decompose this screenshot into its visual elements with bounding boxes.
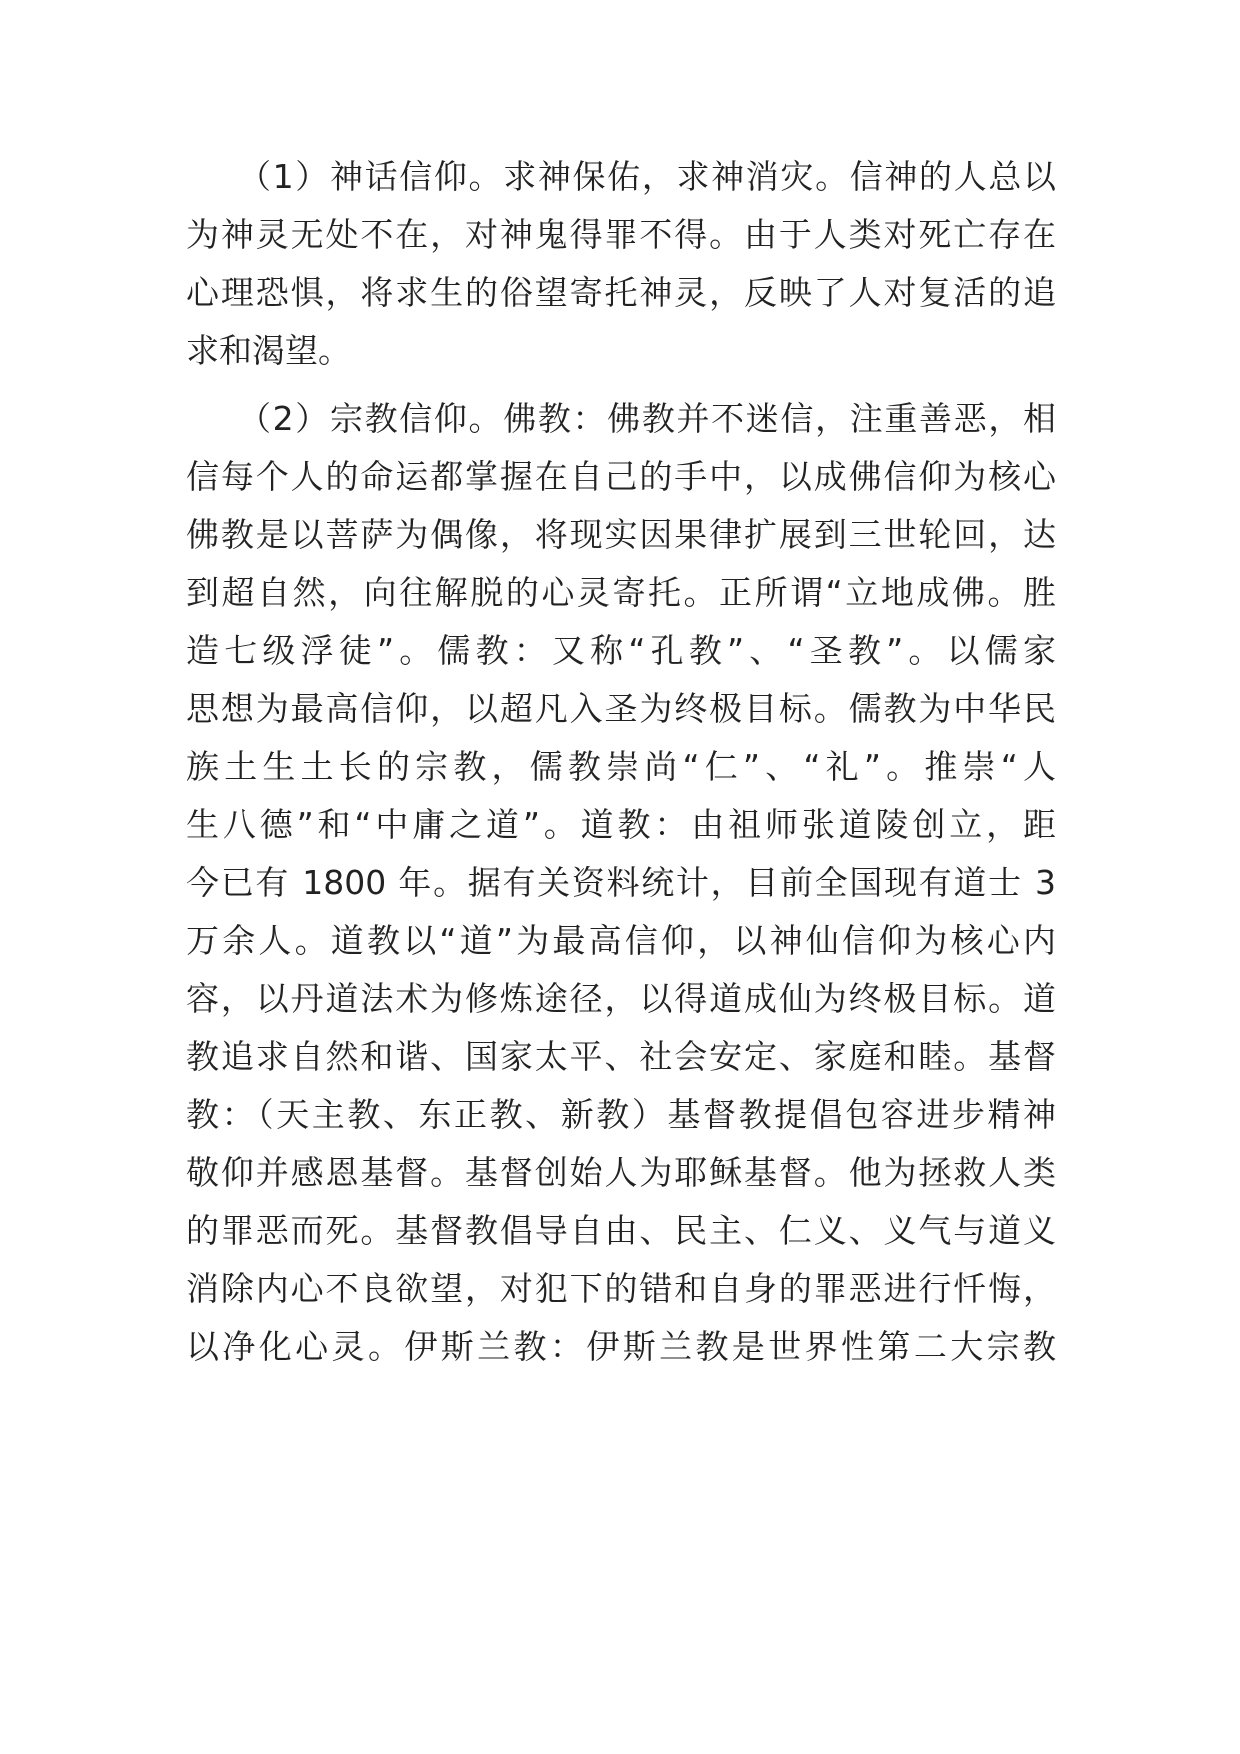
paragraph-2-line-3: 佛教是以菩萨为偶像，将现实因果律扩展到三世轮回，达 — [186, 515, 1056, 554]
paragraph-2-line-7: 族土生土长的宗教，儒教崇尚“仁”、“礼”。推崇“人 — [186, 747, 1056, 786]
paragraph-2-line-13: 教：（天主教、东正教、新教）基督教提倡包容进步精神 — [186, 1095, 1056, 1134]
paragraph-2-line-1: （2）宗教信仰。佛教：佛教并不迷信，注重善恶，相 — [238, 399, 1056, 438]
paragraph-2-line-6: 思想为最高信仰，以超凡入圣为终极目标。儒教为中华民 — [186, 689, 1056, 728]
paragraph-2-line-4: 到超自然，向往解脱的心灵寄托。正所谓“立地成佛。胜 — [186, 573, 1056, 612]
paragraph-1-line-1: （1）神话信仰。求神保佑，求神消灾。信神的人总以 — [238, 157, 1056, 196]
paragraph-2-line-2: 信每个人的命运都掌握在自己的手中，以成佛信仰为核心 — [186, 457, 1056, 496]
paragraph-2-line-17: 以净化心灵。伊斯兰教：伊斯兰教是世界性第二大宗教 — [186, 1327, 1056, 1366]
paragraph-2-line-14: 敬仰并感恩基督。基督创始人为耶稣基督。他为拯救人类 — [186, 1153, 1056, 1192]
paragraph-1-line-2: 为神灵无处不在，对神鬼得罪不得。由于人类对死亡存在 — [186, 215, 1056, 254]
paragraph-2-line-8: 生八德”和“中庸之道”。道教：由祖师张道陵创立，距 — [186, 805, 1056, 844]
paragraph-2-line-11: 容，以丹道法术为修炼途径，以得道成仙为终极目标。道 — [186, 979, 1056, 1018]
paragraph-2-line-12: 教追求自然和谐、国家太平、社会安定、家庭和睦。基督 — [186, 1037, 1056, 1076]
paragraph-2-line-10: 万余人。道教以“道”为最高信仰，以神仙信仰为核心内 — [186, 921, 1056, 960]
paragraph-1-line-4: 求和渴望。 — [186, 331, 351, 370]
paragraph-2-line-5: 造七级浮徒”。儒教：又称“孔教”、“圣教”。以儒家 — [186, 631, 1056, 670]
paragraph-2-line-9: 今已有 1800 年。据有关资料统计，目前全国现有道士 3 — [186, 863, 1056, 902]
paragraph-1-line-3: 心理恐惧，将求生的俗望寄托神灵，反映了人对复活的追 — [186, 273, 1056, 312]
paragraph-2-line-15: 的罪恶而死。基督教倡导自由、民主、仁义、义气与道义 — [186, 1211, 1056, 1250]
paragraph-2-line-16: 消除内心不良欲望，对犯下的错和自身的罪恶进行忏悔， — [186, 1269, 1056, 1308]
